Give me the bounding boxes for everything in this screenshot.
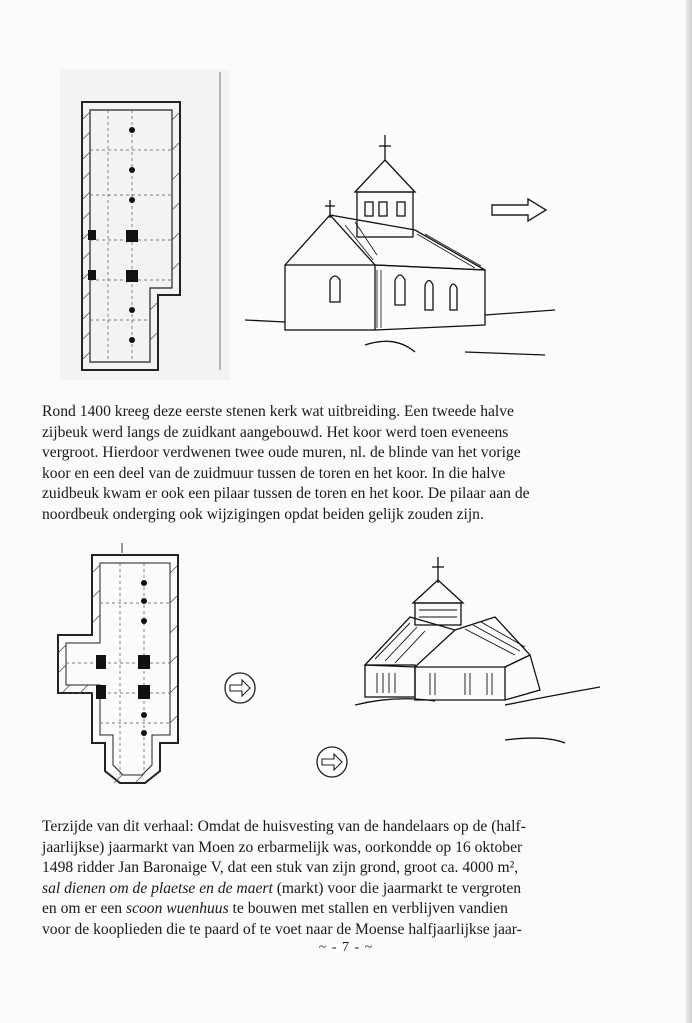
paragraph-jaarmarkt	[42, 817, 652, 941]
text-line: voor de kooplieden die te paard of te voet naar de Moense halfjaarlijkse jaar-	[42, 920, 522, 938]
floor-plan-first-church	[60, 70, 230, 380]
text-run: en om er een	[42, 900, 126, 918]
text-run: (markt) voor die jaarmarkt te vergroten	[272, 879, 522, 897]
text-line: koor en een deel van de zuidmuur tussen de toren en het koor. In die halve	[42, 464, 506, 482]
floor-plan-enlarged-church	[50, 543, 200, 798]
sketch-first-church	[245, 130, 565, 370]
text-run: te bouwen met stallen en verblijven vandien	[228, 900, 508, 918]
italic-quote: scoon wuenhuus	[126, 900, 229, 918]
text-line: 1498 ridder Jan Baronaige V, dat een stuk van zijn grond, groot ca. 4000 m²,	[42, 859, 519, 877]
text-line: Rond 1400 kreeg deze eerste stenen kerk wat uitbreiding. Een tweede halve	[42, 403, 514, 420]
arrow-right-icon	[490, 197, 550, 223]
text-line: zijbeuk werd langs de zuidkant aangebouwd. Het koor werd toen eveneens	[42, 423, 509, 441]
text-line	[42, 899, 652, 920]
text-line: vergroot. Hierdoor verdwenen twee oude muren, nl. de blinde van het vorige	[42, 444, 521, 462]
paragraph-expansion-1400	[42, 402, 652, 526]
compass-arrow-icon	[222, 670, 258, 706]
text-line: zuidbeuk kwam er ook een pilaar tussen de toren en het koor. De pilaar aan de	[42, 485, 530, 503]
sketch-enlarged-church	[355, 555, 605, 755]
page-edge-shadow	[686, 0, 692, 1023]
italic-quote: sal dienen om de plaetse en de maert	[42, 879, 273, 897]
text-line: jaarlijkse) jaarmarkt van Moen zo erbarmelijk was, oorkondde op 16 oktober	[42, 838, 523, 856]
page-number: ~ - 7 - ~	[318, 940, 374, 955]
text-line	[42, 879, 652, 900]
compass-arrow-icon	[314, 744, 350, 780]
text-line: noordbeuk onderging ook wijzigingen opdat beiden gelijk zouden zijn.	[42, 505, 484, 523]
text-line: Terzijde van dit verhaal: Omdat de huisvesting van de handelaars op de (half-	[42, 818, 526, 835]
